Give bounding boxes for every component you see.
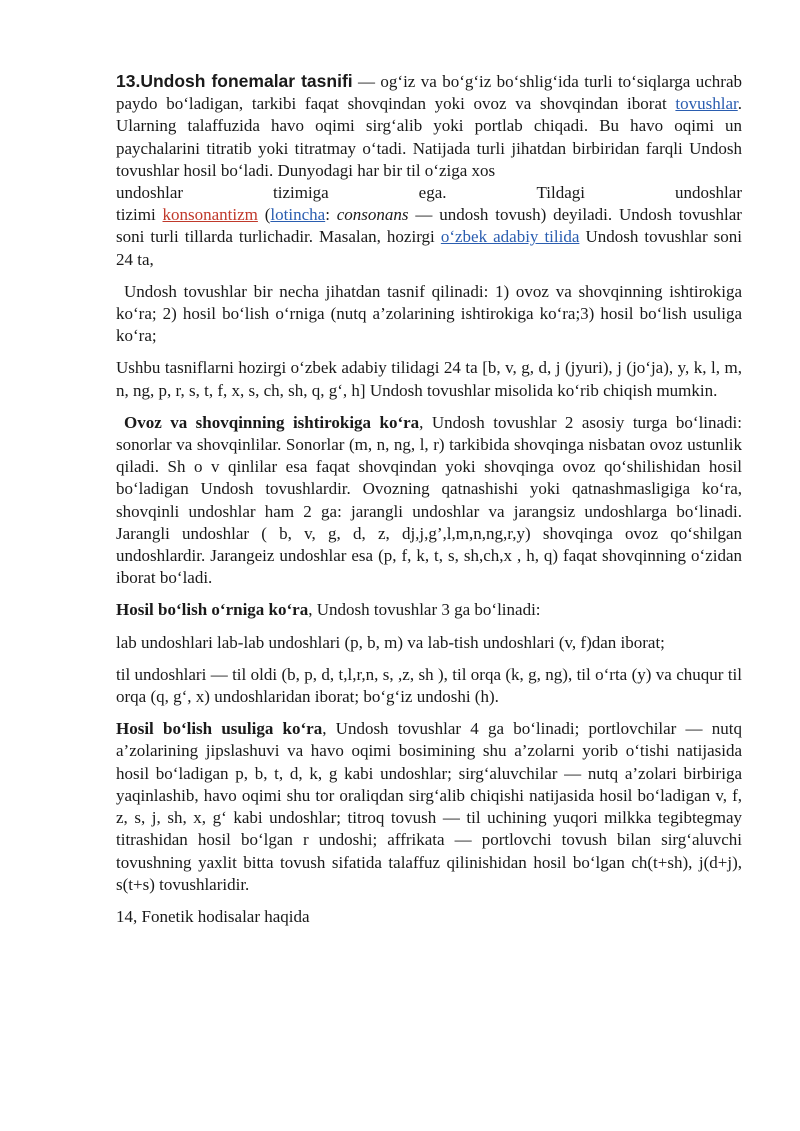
spread-word: undoshlar	[674, 183, 742, 203]
spread-word: undoshlar	[116, 183, 184, 203]
document-body	[116, 70, 742, 938]
paragraph-lingual: til undoshlari — til oldi (b, p, d, t,l,r,n, s, ,z, sh ), til orqa (k, g, ng), til o‘rta (y) va chuqur til orqa (q, g‘, x) undoshlaridan iborat; bo‘g‘iz undoshi (h).	[116, 664, 742, 707]
bold-term: Hosil bo‘lish o‘rniga ko‘ra	[116, 600, 309, 620]
paragraph-text: , Undosh tovushlar 4 ga bo‘linadi; portlovchilar — nutq a’zolarining jipslashuvi va havo oqimi bosimining shu a’zolarni yorib o‘tishi natijasida hosil bo‘ladigan p, b, t, d, k, g kabi undoshlar; sirg‘aluvchilar — nutq a’zolari birbiriga yaqinlashib, havo oqimi shu tor oraliqdan sirg‘alib chiqishi natijasida hosil bo‘ladigan v, f, z, s, j, sh, x, g‘ kabi undoshlar; titroq tovush — til uchining yuqori milkka tegibtegmay titrashidan hosil bo‘lgan r undoshi; affrikata — portlovchi tovush bilan sirg‘aluvchi tovushning yaxlit bitta tovush sifatida talaffuz qilinishidan hosil bo‘lgan ch(t+sh), j(d+j), s(t+s) tovushlaridir.	[116, 719, 742, 894]
link-konsonantizm[interactable]: konsonantizm	[162, 205, 258, 225]
paragraph-intro	[116, 70, 742, 271]
paragraph-text: , Undosh tovushlar 2 asosiy turga bo‘linadi: sonorlar va shovqinlilar. Sonorlar (m, n, ng, l, r) tarkibida shovqinga nisbatan ovoz ustunlik qiladi. Sh o v qinlilar esa faqat shovqindan yoki shovqinga ovoz qo‘shilishidan hosil bo‘ladigan Undosh tovushlardir. Ovozning qatnashishi yoki qatnashmasligiga ko‘ra, shovqinli undoshlar ham 2 ga: jarangli undoshlar va jarangsiz undoshlarga bo‘linadi. Jarangli undoshlar ( b, v, g, d, z, dj,j,g’,l,m,n,ng,r,y) shovqinga ovoz qo‘shilgan undoshlardir. Jarangeiz undoshlar esa (p, f, k, t, s, sh,ch,x , h, q) faqat shovqinning o‘zidan iborat bo‘ladi.	[116, 412, 743, 588]
link-lotincha[interactable]: lotincha	[270, 205, 326, 225]
spread-word: Tildagi	[536, 183, 585, 203]
intro-text-4: (	[257, 205, 271, 225]
italic-term: consonans	[336, 205, 409, 225]
spread-word: tizimiga	[273, 183, 329, 203]
next-section-title: 14, Fonetik hodisalar haqida	[116, 906, 310, 926]
spread-line	[116, 182, 742, 204]
paragraph-voice-noise	[116, 412, 742, 590]
link-tovushlar[interactable]: tovushlar	[675, 94, 738, 114]
bold-term: Hosil bo‘lish usuliga ko‘ra	[116, 719, 323, 739]
intro-text-7: — undosh tovush) deyiladi. Undosh tovushlar soni turli tillarda turlichadir. Masalan, hozirgi	[116, 205, 742, 247]
paragraph-manner	[116, 718, 742, 896]
bold-term: Ovoz va shovqinning ishtirokiga ko‘ra	[124, 412, 420, 432]
intro-text-2: . Ularning talaffuzida havo oqimi sirg‘alib yoki portlab chiqadi. Bu havo oqimi un paychalarini titratib yoki titratmay o‘tadi. Natijada turli jihatdan birbiridan farqli Undosh tovushlar hosil bo‘ladi. Dunyodagi har bir til o‘ziga xos	[116, 94, 742, 180]
intro-text-1: — og‘iz va bo‘g‘iz bo‘shlig‘ida turli to‘siqlarga uchrab paydo bo‘ladigan, tarkibi faqat shovqindan yoki ovoz va shovqindan iborat	[116, 72, 742, 114]
spread-word: ega.	[418, 183, 447, 203]
paragraph-text: , Undosh tovushlar 3 ga bo‘linadi:	[308, 600, 541, 620]
paragraph-labial: lab undoshlari lab-lab undoshlari (p, b, m) va lab-tish undoshlari (v, f)dan iborat;	[116, 632, 665, 652]
intro-text-8: Undosh tovushlar soni 24 ta,	[116, 227, 743, 269]
paragraph-classification: Undosh tovushlar bir necha jihatdan tasnif qilinadi: 1) ovoz va shovqinning ishtirokiga ko‘ra; 2) hosil bo‘lish o‘rniga (nutq a’zolarining ishtirokiga ko‘ra;3) hosil bo‘lish usuliga ko‘ra;	[116, 281, 742, 346]
intro-text-3: tizimi	[116, 205, 163, 225]
intro-text-5: :	[325, 205, 337, 225]
paragraph-place	[116, 599, 742, 621]
paragraph-examples: Ushbu tasniflarni hozirgi o‘zbek adabiy tilidagi 24 ta [b, v, g, d, j (jyuri), j (jo‘ja), y, k, l, m, n, ng, p, r, s, t, f, x, s, ch, sh, q, g‘, h] Undosh tovushlar misolida ko‘rib chiqish mumkin.	[116, 358, 742, 400]
section-heading: 13.Undosh fonemalar tasnifi	[116, 71, 353, 91]
link-uzbek-literary-language[interactable]: o‘zbek adabiy tilida	[440, 227, 580, 247]
